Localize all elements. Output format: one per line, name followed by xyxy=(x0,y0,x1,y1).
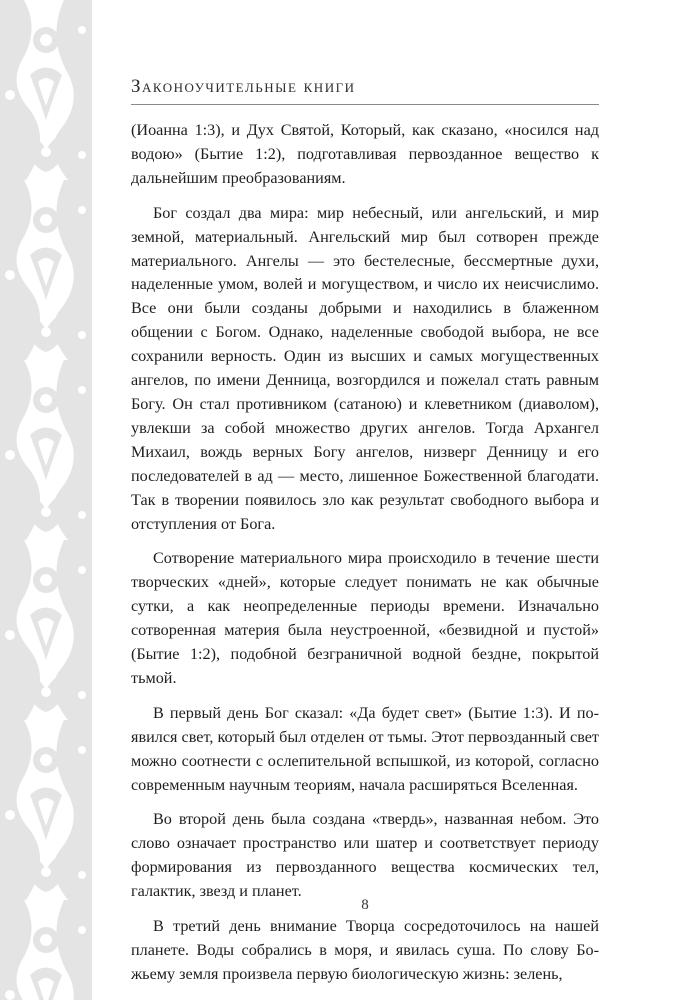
paragraph: В первый день Бог сказал: «Да будет свет» (Бытие 1:3). И появился свет, который был отделен от тьмы. Этот первозданный свет можно соотнести с ослепительной вспышкой, из которой, согласно современным научным теориям, начала расширяться Вселенная. xyxy=(131,703,599,794)
paragraph: (Иоанна 1:3), и Дух Святой, Который, как сказано, «носился над водою» (Бытие 1:2), подготавливая первозданное вещество к дальнейшим преобразованиям. xyxy=(131,121,599,187)
paragraph: Во второй день была создана «твердь», названная небом. Это слово означает пространство или шатер и соответствует периоду формирования из первозданного вещества космических тел, галактик, звезд и планет. xyxy=(131,810,599,901)
decorative-ornament-border xyxy=(0,0,92,1000)
paragraph: Бог создал два мира: мир небесный, или ангельский, и мир земной, материальный. Ангельский мир был сотворен прежде материального. Ангелы — это бестелесные, бессмертные духи, наделенные умом, волей и могуществом, и число их неисчислимо. Все они были созданы добрыми и находились в блаженном общении с Богом. Однако, наделенные свободой выбора, не все сохранили верность. Один из высших и самых могущественных ангелов, по имени Денница, возгордился и пожелал стать равным Богу. Он стал противником (сатаною) и клеветником (диаволом), увлекши за собой множество других ангелов. Тогда Архангел Михаил, вождь верных Богу ангелов, низверг Денницу и его последователей в ад — место, лишенное Божественной благодати. Так в творении появилось зло как результат свободного выбора и отступления от Бога. xyxy=(131,203,599,533)
paragraph: Сотворение материального мира происходило в течение шести творческих «дней», которые следует понимать не как обычные сутки, а как неопределенные периоды времени. Изначально сотворенная материя была неустроенной, «безвидной и пустой» (Бытие 1:2), подобной безграничной водной бездне, покрытой тьмой. xyxy=(131,549,599,687)
main-text xyxy=(131,119,599,998)
paragraph: В третий день внимание Творца сосредоточилось на нашей планете. Воды собрались в моря, и явилась суша. По слову Божьему земля произвела первую биологическую жизнь: зелень, xyxy=(131,917,599,983)
header-divider xyxy=(131,104,599,105)
page-number: 8 xyxy=(361,897,369,913)
running-header: Законоучительные книги xyxy=(131,76,356,97)
